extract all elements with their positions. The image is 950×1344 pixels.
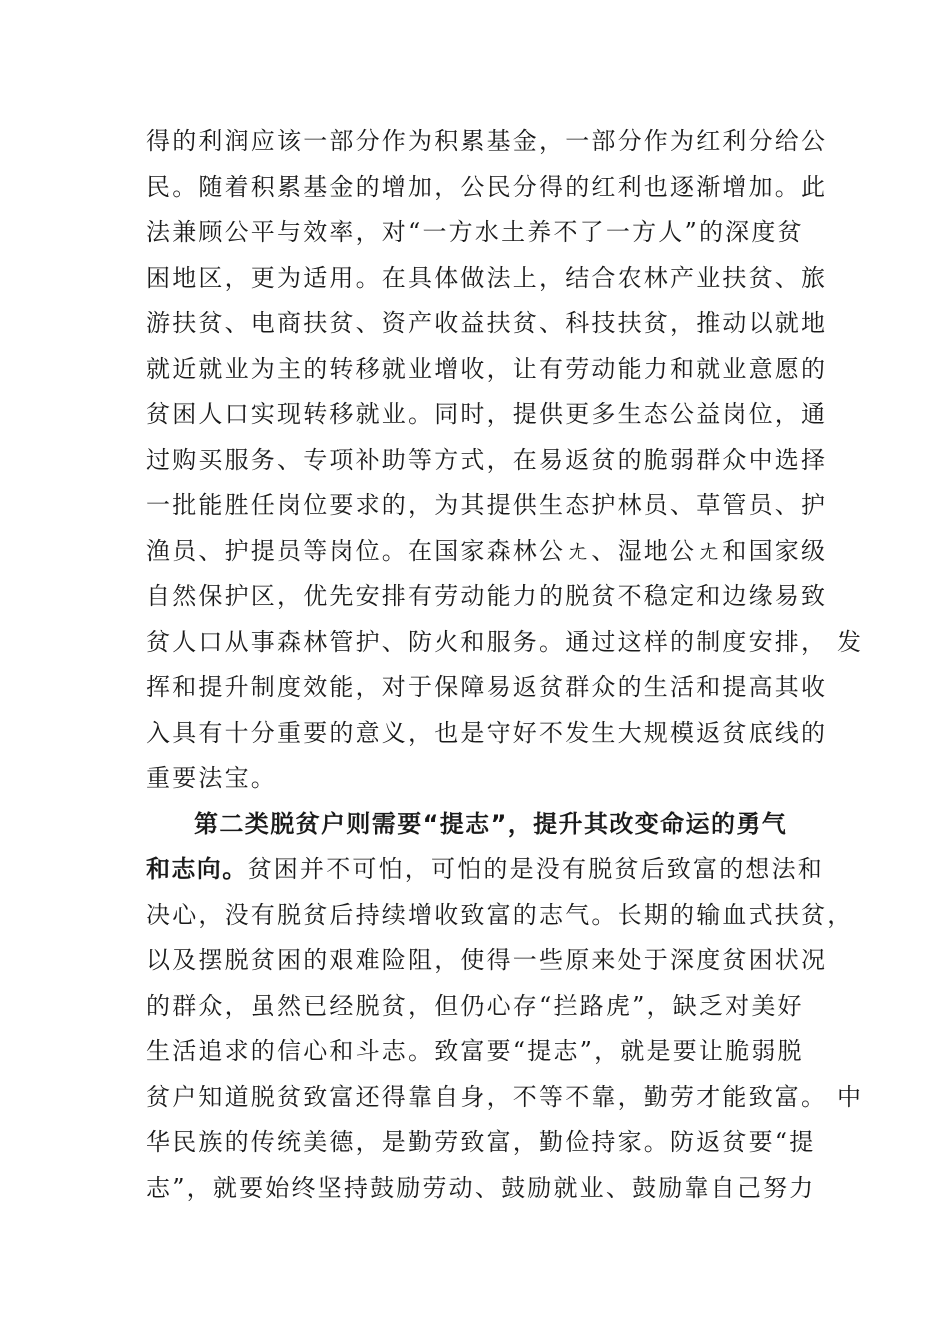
text-line: 过购买服务、专项补助等方式，在易返贫的脆弱群众中选择 [146, 445, 828, 474]
text-line: 贫人口从事森林管护、防火和服务。通过这样的制度安排， 发 [146, 627, 864, 656]
text-line: 自然保护区，优先安排有劳动能力的脱贫不稳定和边缘易致 [146, 582, 828, 610]
text-span: 贫困并不可怕，可怕的是没有脱贫后致富的想法和 [247, 855, 825, 883]
text-line [146, 847, 826, 893]
text-line: 以及摆脱贫困的艰难险阻，使得一些原来处于深度贫困状况 [146, 946, 828, 974]
text-line: 的群众，虽然已经脱贫，但仍心存“拦路虎”，缺乏对美好 [146, 991, 804, 1020]
section-heading-tail: 和志向。 [146, 855, 248, 883]
text-line: 志”，就要始终坚持鼓励劳动、鼓励就业、鼓励靠自己努力 [146, 1173, 816, 1202]
text-line: 生活追求的信心和斗志。致富要“提志”，就是要让脆弱脱 [146, 1037, 804, 1065]
text-line: 民。随着积累基金的增加，公民分得的红利也逐渐增加。此 [146, 172, 828, 201]
text-line: 挥和提升制度效能，对于保障易返贫群众的生活和提高其收 [146, 673, 828, 701]
text-line: 重要法宝。 [146, 764, 277, 792]
text-line: 华民族的传统美德，是勤劳致富，勤俭持家。防返贫要“提 [146, 1128, 816, 1156]
text-line: 得的利润应该一部分作为积累基金，一部分作为红利分给公 [146, 127, 828, 155]
text-line: 困地区，更为适用。在具体做法上，结合农林产业扶贫、旅 [146, 263, 828, 292]
text-line: 游扶贫、电商扶贫、资产收益扶贫、科技扶贫，推动以就地 [146, 309, 828, 337]
text-line: 入具有十分重要的意义，也是守好不发生大规模返贫底线的 [146, 718, 828, 747]
text-line: 决心，没有脱贫后持续增收致富的志气。长期的输血式扶贫， [146, 900, 854, 929]
text-line: 贫困人口实现转移就业。同时，提供更多生态公益岗位，通 [146, 400, 828, 428]
text-line: 渔员、护提员等岗位。在国家森林公ㄤ、湿地公ㄤ和国家级 [146, 536, 828, 565]
section-heading: 第二类脱贫户则需要“提志”，提升其改变命运的勇气 [194, 809, 788, 838]
text-line: 一批能胜任岗位要求的，为其提供生态护林员、草管员、护 [146, 491, 828, 519]
text-line: 法兼顾公平与效率，对“一方水土养不了一方人”的深度贫 [146, 218, 804, 246]
text-line: 就近就业为主的转移就业增收，让有劳动能力和就业意愿的 [146, 354, 828, 383]
body-text [146, 119, 864, 1211]
text-line: 贫户知道脱贫致富还得靠自身，不等不靠，勤劳才能致富。 中 [146, 1082, 864, 1111]
